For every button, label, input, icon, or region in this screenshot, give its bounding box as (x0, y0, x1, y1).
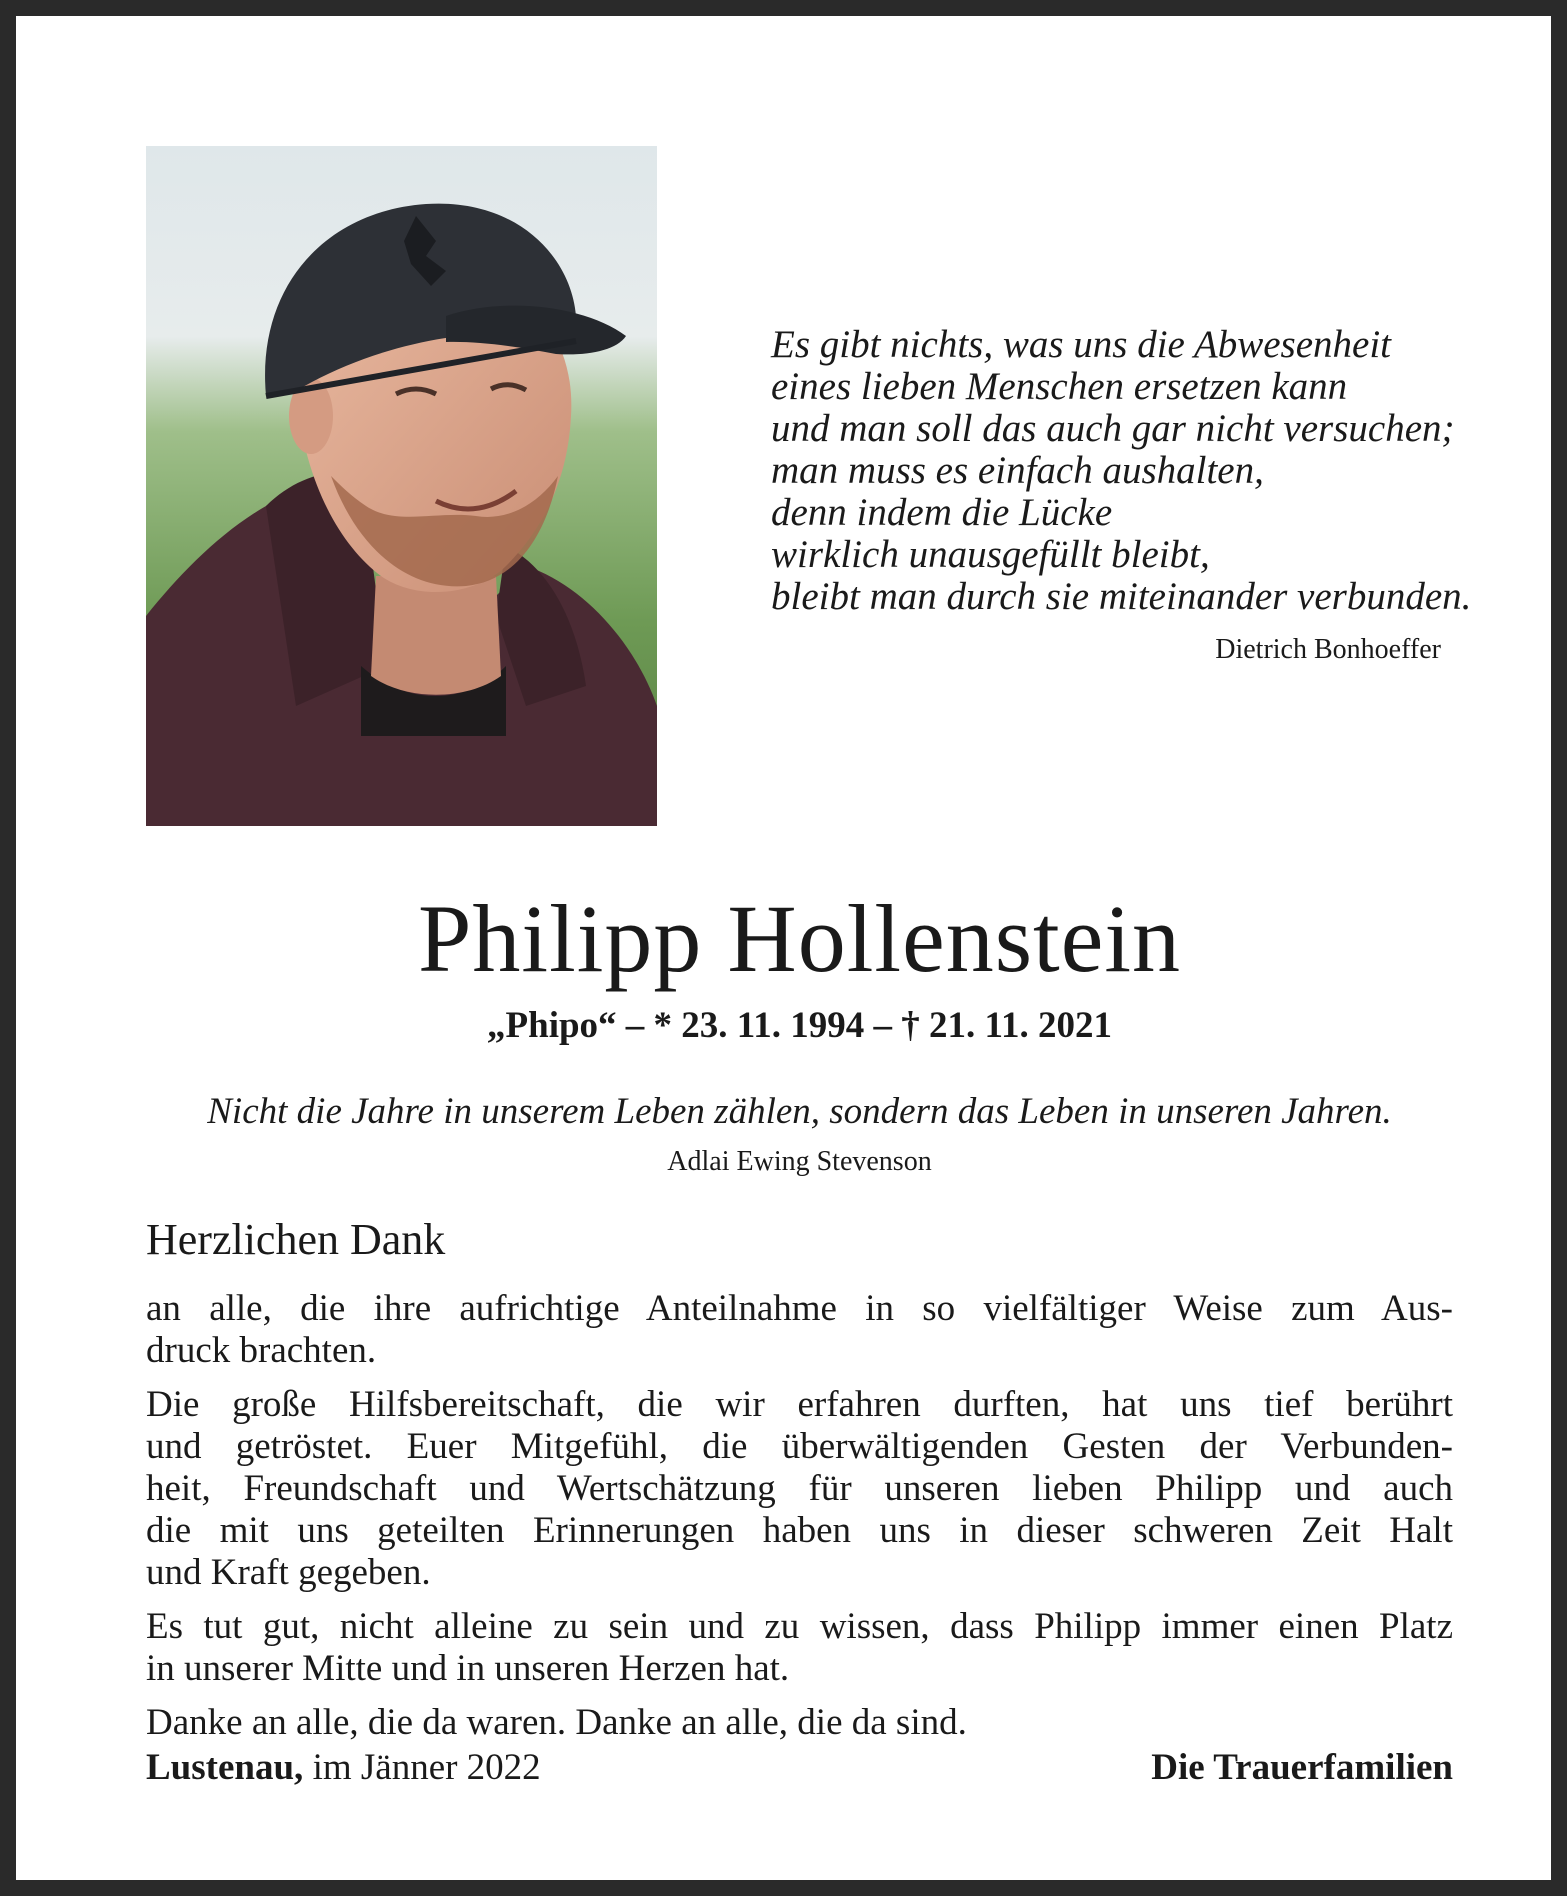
body-line: druck brachten. (146, 1330, 377, 1371)
poem-line: man muss es einfach aushalten, (771, 449, 1264, 492)
poem-author: Dietrich Bonhoeffer (1215, 634, 1441, 665)
thanks-body (146, 1288, 1453, 1756)
deceased-name: Philipp Hollenstein (418, 885, 1181, 992)
poem-line: wirklich unausgefüllt bleibt, (771, 533, 1210, 576)
body-line: Die große Hilfsbereitschaft, die wir erfahren durften, hat uns tief berührt (146, 1384, 1453, 1425)
body-line: Es tut gut, nicht alleine zu sein und zu wissen, dass Philipp immer einen Platz (146, 1606, 1453, 1647)
body-line: und getröstet. Euer Mitgefühl, die überwältigenden Gesten der Verbunden- (146, 1426, 1453, 1467)
body-line: in unserer Mitte und in unseren Herzen hat. (146, 1648, 790, 1689)
paragraph (146, 1702, 1453, 1744)
birth-death-dates: „Phipo“ – * 23. 11. 1994 – † 21. 11. 2021 (487, 1005, 1112, 1046)
body-line: heit, Freundschaft und Wertschätzung für unseren lieben Philipp und auch (146, 1468, 1453, 1509)
poem-line: bleibt man durch sie miteinander verbunden. (771, 575, 1472, 618)
body-line: und Kraft gegeben. (146, 1552, 431, 1593)
body-line: Danke an alle, die da waren. Danke an alle, die da sind. (146, 1702, 967, 1743)
place-date (146, 1746, 541, 1789)
signature: Die Trauerfamilien (1151, 1747, 1453, 1788)
portrait-photo (146, 146, 657, 826)
thanks-heading: Herzlichen Dank (146, 1215, 446, 1264)
paragraph (146, 1384, 1453, 1594)
motto-author: Adlai Ewing Stevenson (667, 1146, 932, 1177)
poem-line: und man soll das auch gar nicht versuchen; (771, 407, 1455, 450)
poem-line: eines lieben Menschen ersetzen kann (771, 365, 1348, 408)
body-line: die mit uns geteilten Erinnerungen haben uns in dieser schweren Zeit Halt (146, 1510, 1453, 1551)
motto-quote: Nicht die Jahre in unserem Leben zählen, sondern das Leben in unseren Jahren. (207, 1091, 1392, 1132)
poem-quote (771, 324, 1471, 618)
body-line: an alle, die ihre aufrichtige Anteilnahme in so vielfältiger Weise zum Aus- (146, 1288, 1453, 1329)
poem-line: Es gibt nichts, was uns die Abwesenheit (771, 323, 1392, 366)
poem-line: denn indem die Lücke (771, 491, 1113, 534)
date: im Jänner 2022 (303, 1747, 541, 1788)
paragraph (146, 1606, 1453, 1690)
paragraph (146, 1288, 1453, 1372)
place: Lustenau, (146, 1747, 304, 1788)
